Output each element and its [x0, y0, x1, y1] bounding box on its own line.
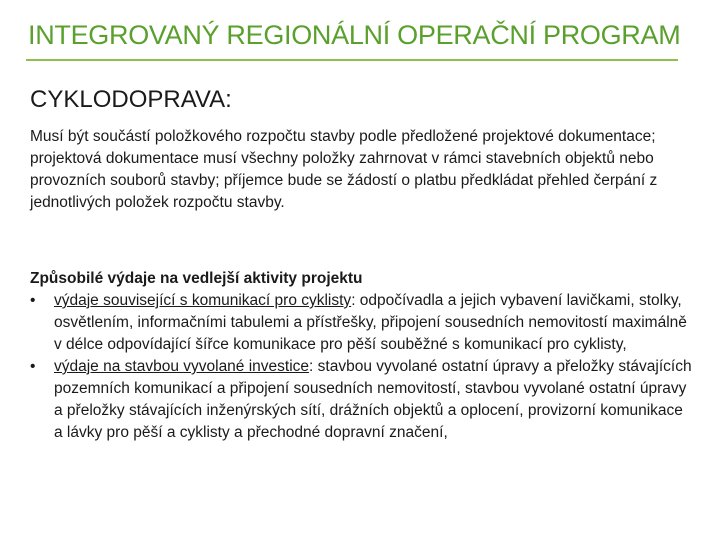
eligible-expenses-list — [30, 290, 692, 444]
item-description: : odpočívadla a jejich vybavení lavičkami, stolky, osvětlením, informačními tabulemi a přístřešky, připojení sousedních nemovitostí maximálně v délce odpovídající šířce komunikace pro pěší souběžné s komunikací pro cyklisty, — [54, 292, 687, 353]
list-item — [30, 356, 692, 444]
item-underlined-term: výdaje na stavbou vyvolané investice — [54, 358, 310, 375]
bullet-icon: • — [30, 358, 36, 375]
item-underlined-term: výdaje související s komunikací pro cyklisty — [54, 292, 352, 309]
title-divider — [26, 59, 678, 61]
eligible-expenses-block — [30, 268, 692, 444]
eligible-expenses-heading: Způsobilé výdaje na vedlejší aktivity projektu — [30, 270, 363, 287]
page-title: INTEGROVANÝ REGIONÁLNÍ OPERAČNÍ PROGRAM — [28, 20, 681, 50]
section-heading: CYKLODOPRAVA: — [30, 86, 232, 113]
bullet-icon: • — [30, 292, 36, 309]
item-description: : stavbou vyvolané ostatní úpravy a přeložky stávajících pozemních komunikací a připojení sousedních nemovitostí, stavbou vyvolané ostatní úpravy a přeložky stávajících inženýrských sítí, drážních objektů a oplocení, provizorní komunikace a lávky pro pěší a cyklisty a přechodné dopravní značení, — [54, 358, 692, 441]
intro-paragraph: Musí být součástí položkového rozpočtu stavby podle předložené projektové dokumentace; projektová dokumentace musí všechny položky zahrnovat v rámci stavebních objektů nebo provozních souborů stavby; příjemce bude se žádostí o platbu předkládat přehled čerpání z jednotlivých položek rozpočtu stavby. — [30, 128, 658, 211]
list-item — [30, 290, 692, 356]
